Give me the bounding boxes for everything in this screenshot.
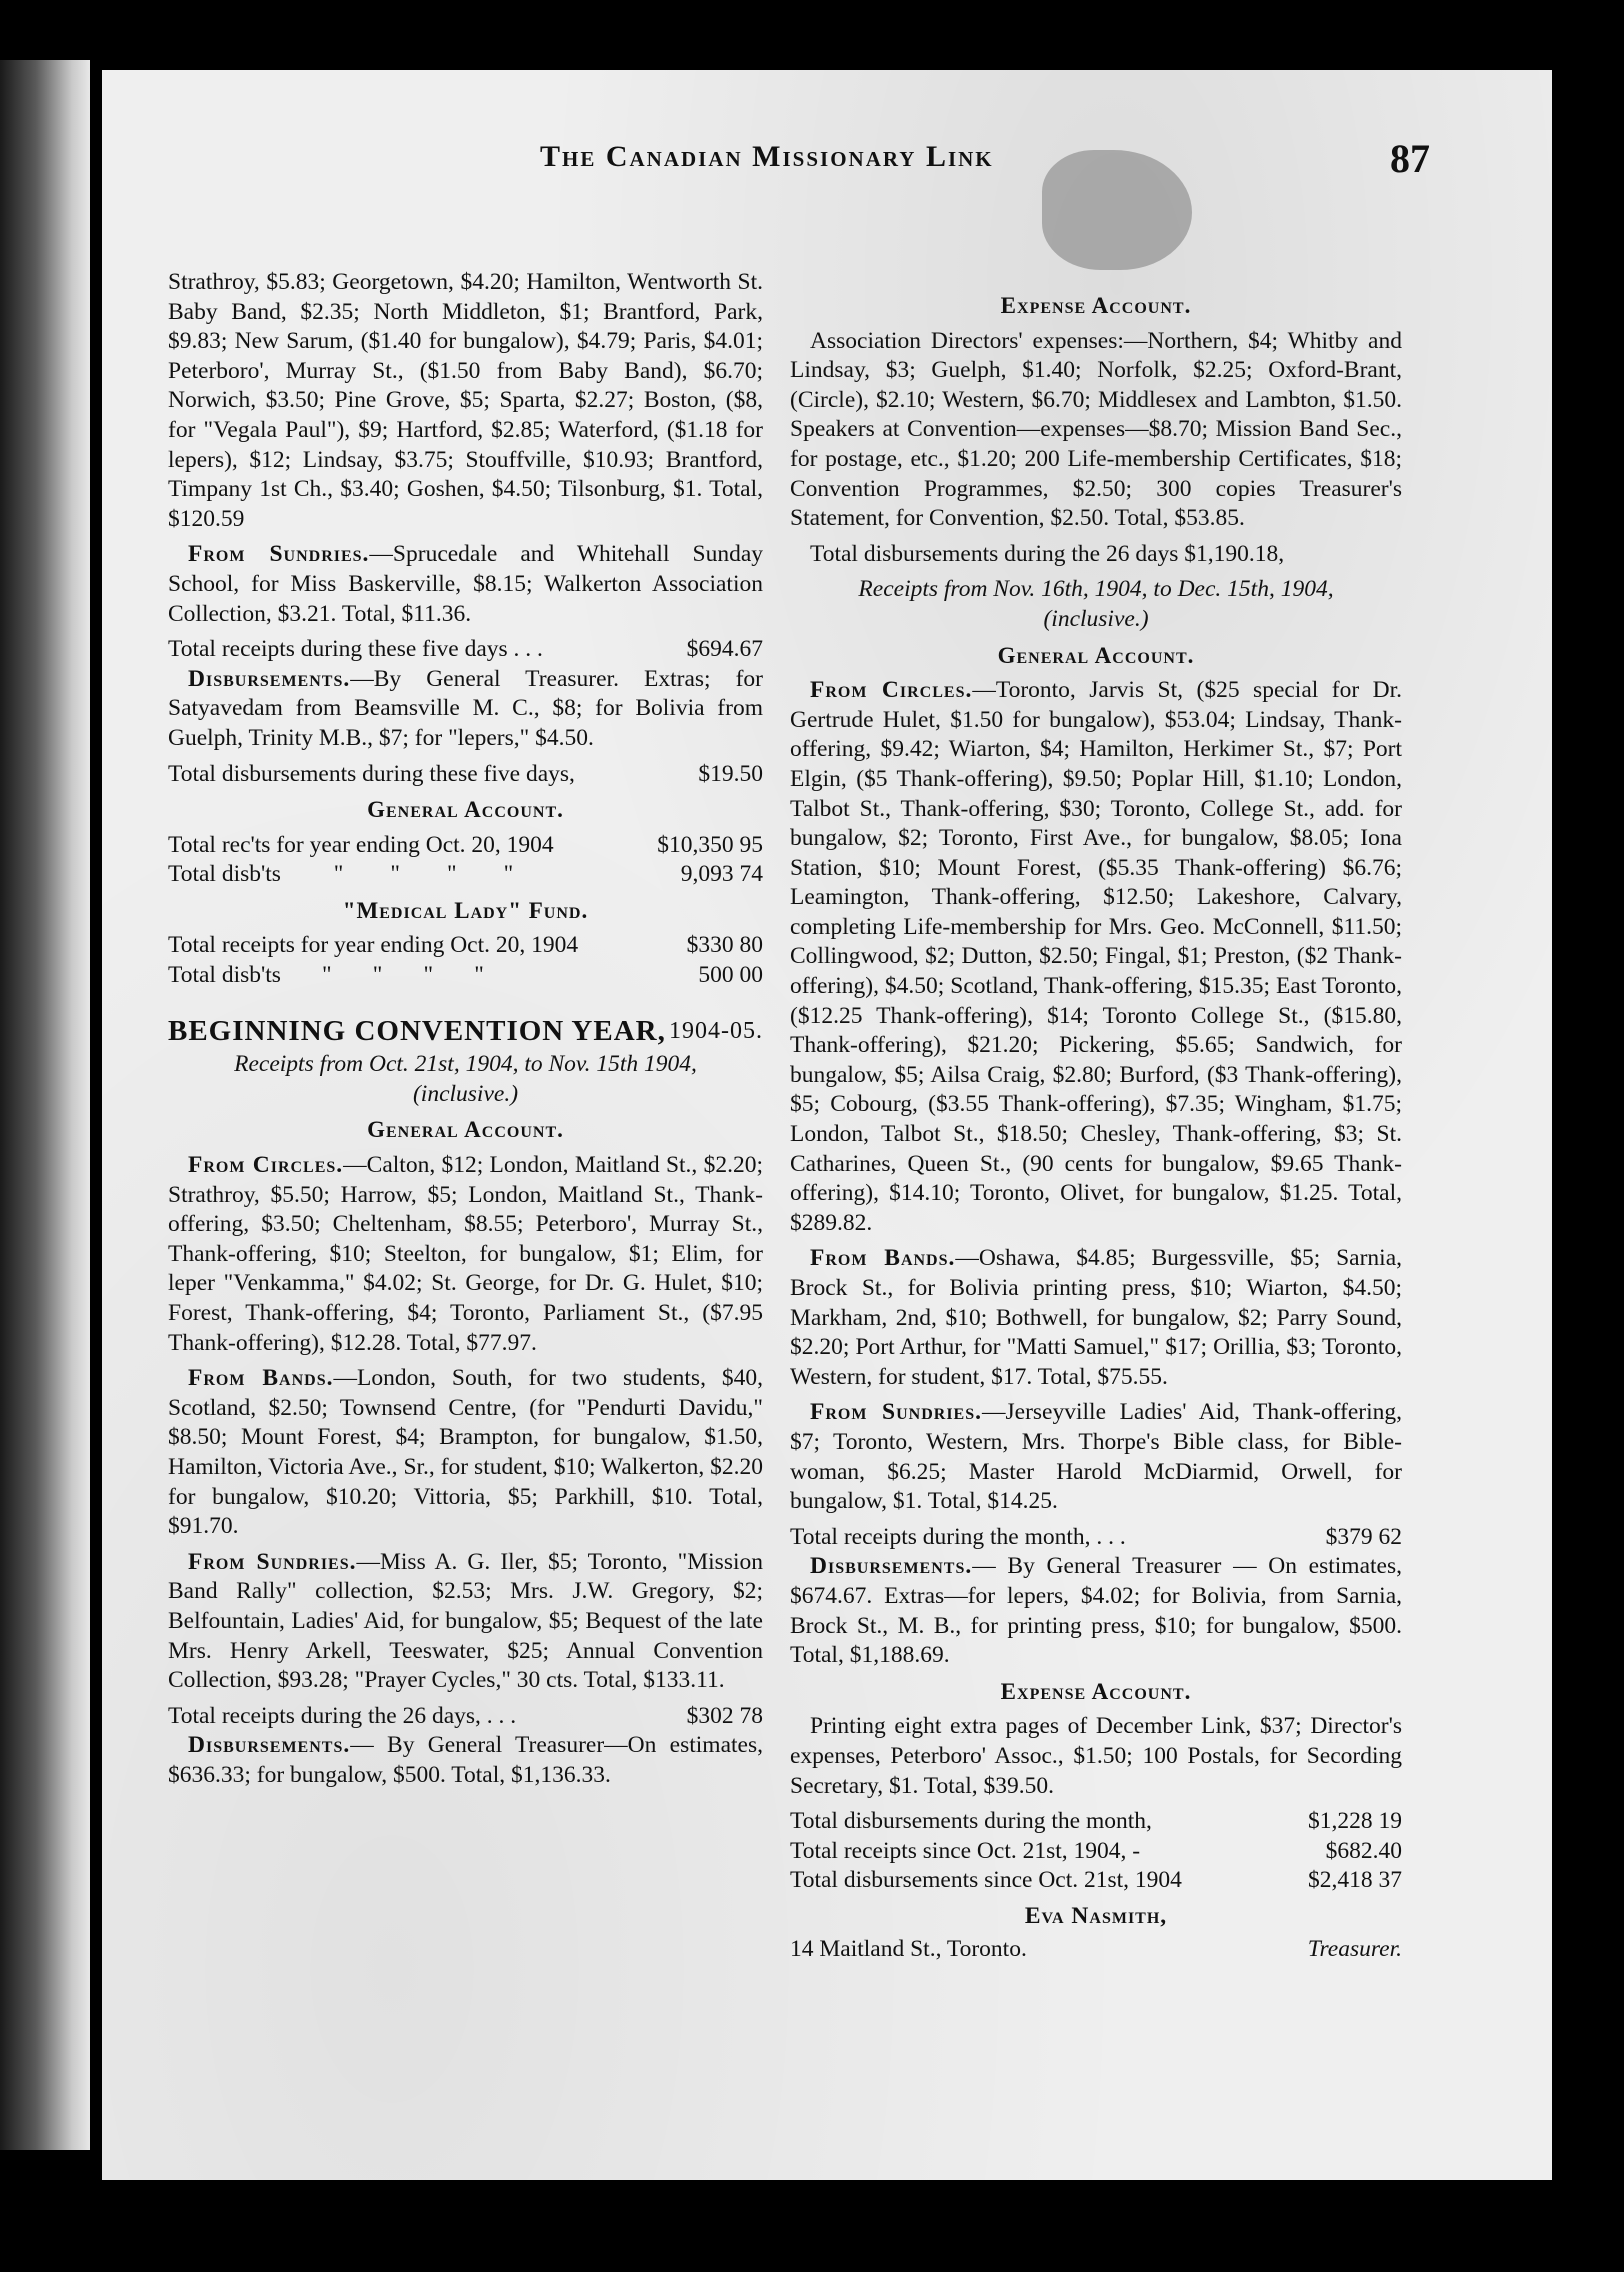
- paragraph-from-sundries: [790, 1398, 1402, 1516]
- section-text: — By General Treasurer—On estimates, $636.33; for bungalow, $500. Total, $1,136.33.: [168, 1732, 763, 1788]
- right-column: [790, 285, 1402, 1965]
- total-row: [168, 760, 763, 790]
- section-lead: Disbursements.: [188, 665, 351, 692]
- paragraph-receipts-list: Strathroy, $5.83; Georgetown, $4.20; Hamilton, Wentworth St. Baby Band, $2.35; North Middleton, $1; Brantford, Park, $9.83; New Sarum, ($1.40 for bungalow), $4.79; Paris, $4.01; Peterboro', Murray St., ($1.50 from Baby Band), $6.70; Norwich, $3.50; Pine Grove, $5; Sparta, $2.27; Boston, ($8, for "Vegala Paul"), $9; Hartford, $2.85; Waterford, ($1.18 for lepers), $12; Lindsay, $3.75; Stouffville, $10.93; Brantford, Timpany 1st Ch., $3.40; Goshen, $4.50; Tilsonburg, $1. Total, $120.59: [168, 269, 763, 532]
- heading-expense-account: Expense Account.: [1000, 1678, 1192, 1704]
- section-lead: From Circles.: [810, 677, 973, 704]
- paragraph-sundries-1: [168, 540, 763, 629]
- section-text: —Sprucedale and Whitehall Sunday School, for Miss Baskerville, $8.15; Walkerton Association Collection, $3.21. Total, $11.36.: [168, 541, 763, 627]
- heading-medical-lady-fund: "Medical Lady" Fund.: [342, 897, 589, 923]
- paragraph-disbursements: [790, 1552, 1402, 1670]
- paragraph-expenses: Association Directors' expenses:—Northern, $4; Whitby and Lindsay, $3; Guelph, $1.40; Norfolk, $2.25; Oxford-Brant, (Circle), $2.10; Western, $6.70; Middlesex and Lambton, $1.50. Speakers at Convention—expenses—$8.70; Mission Band Sec., for postage, etc., $1.20; 200 Life-membership Certificates, $18; Convention Programmes, $2.50; 300 copies Treasurer's Statement, for Convention, $2.50. Total, $53.85.: [790, 327, 1402, 532]
- total-label: Total disbursements during the month,: [790, 1808, 1152, 1835]
- total-value: $302 78: [686, 1702, 763, 1729]
- total-label: Total disb'ts " " " ": [168, 962, 484, 989]
- total-label: Total receipts during the 26 days, . . .: [168, 1702, 517, 1729]
- total-row: [168, 1702, 763, 1732]
- section-text: —Oshawa, $4.85; Burgessville, $5; Sarnia, Brock St., for Bolivia printing press, $10; Wiarton, $4.50; Markham, 2nd, $10; Bothwell, for bungalow, $2; Parry Sound, $2.20; Port Arthur, for "Matti Samuel," $17; Orillia, $3; Toronto, Western, for student, $17. Total, $75.55.: [790, 1245, 1402, 1390]
- heading-general-account: General Account.: [367, 797, 564, 823]
- heading-title: BEGINNING CONVENTION YEAR,: [168, 1014, 666, 1047]
- section-lead: Disbursements.: [188, 1732, 351, 1759]
- total-label: Total receipts since Oct. 21st, 1904, -: [790, 1837, 1141, 1864]
- total-row: [790, 1866, 1402, 1896]
- section-lead: Disbursements.: [810, 1553, 973, 1580]
- facing-page-edge: [0, 60, 90, 2150]
- book-spine: [90, 0, 102, 2272]
- paragraph-from-sundries: [168, 1548, 763, 1696]
- total-value: $694.67: [686, 636, 763, 663]
- section-text: —London, South, for two students, $40, Scotland, $2.50; Townsend Centre, (for "Pendurti Davidu," $8.50; Mount Forest, $4; Brampton, for bungalow, $1.50, Hamilton, Victoria Ave., Sr., for student, $10; Walkerton, $2.20 for bungalow, $10.20; Vittoria, $5; Parkhill, $10. Total, $91.70.: [168, 1365, 763, 1540]
- section-lead: From Sundries.: [188, 1548, 357, 1575]
- total-label: Total receipts during the month, . . .: [790, 1523, 1126, 1550]
- total-row: [790, 1807, 1402, 1837]
- total-label: Total disbursements since Oct. 21st, 1904: [790, 1867, 1182, 1894]
- total-value: $330 80: [686, 932, 763, 959]
- total-label: Total receipts for year ending Oct. 20, 1904: [168, 932, 579, 959]
- paragraph-from-bands: [790, 1244, 1402, 1392]
- total-row: [790, 1523, 1402, 1553]
- total-row: [168, 860, 763, 890]
- paragraph-disbursements-1: [168, 665, 763, 754]
- section-lead: From Sundries.: [810, 1399, 982, 1426]
- total-value: 500 00: [698, 962, 763, 989]
- total-label: Total receipts during these five days . . .: [168, 636, 543, 663]
- heading-beginning-convention-year: [168, 1014, 763, 1047]
- receipts-period: [790, 575, 1402, 634]
- signatory-name: Eva Nasmith,: [1024, 1902, 1168, 1929]
- signature-line: [790, 1935, 1402, 1965]
- section-lead: From Bands.: [810, 1245, 956, 1272]
- section-text: — By General Treasurer — On estimates, $674.67. Extras—for lepers, $4.02; for Bolivia, from Sarnia, Brock St., M. B., for printing press, $10; for bungalow, $500. Total, $1,188.69.: [790, 1553, 1402, 1669]
- left-column: [168, 268, 763, 1797]
- total-row: [168, 831, 763, 861]
- total-label: Total disbursements during these five days,: [168, 760, 575, 787]
- section-text: —Toronto, Jarvis St, ($25 special for Dr. Gertrude Hulet, $1.50 for bungalow), $53.04; Lindsay, Thank-offering, $9.42; Wiarton, $4; Hamilton, Herkimer St., $7; Port Elgin, ($5 Thank-offering), $9.50; Poplar Hill, $1.10; London, Talbot St., Thank-offering, $30; Toronto, College St., add. for bungalow, $2; Toronto, First Ave., for bungalow, $8.05; Iona Station, $10; Mount Forest, ($5.35 Thank-offering) $6.76; Leamington, Thank-offering, $12.50; Lakeshore, Calvary, completing Life-membership for Mrs. Geo. McConnell, $11.50; Collingwood, $2; Dutton, $2.50; Fingal, $1; Preston, ($2 Thank-offering), $4.50; Scotland, Thank-offering, $15.35; East Toronto, ($12.25 Thank-offering), $14; Toronto College St., ($15.80, Thank-offering), $21.20; Pickering, $5.65; Sandwich, for bungalow, $5; Ailsa Craig, $2.80; Burford, ($3 Thank-offering), $5; Cobourg, ($3.55 Thank-offering), $7.35; Wingham, $1.75; London, Talbot St., $18.50; Chesley, Thank-offering, $3; St. Catharines, Queen St., (90 cents for bungalow, $9.65 Thank-offering), $14.10; Toronto, Olivet, for bungalow, $1.25. Total, $289.82.: [790, 677, 1402, 1236]
- heading-general-account: General Account.: [367, 1117, 564, 1143]
- paragraph-from-circles: [168, 1151, 763, 1358]
- section-text: —Jerseyville Ladies' Aid, Thank-offering, $7; Toronto, Western, Mrs. Thorpe's Bible class, for Bible-woman, $6.25; Master Harold McDiarmid, Orwell, for bungalow, $1. Total, $14.25.: [790, 1399, 1402, 1515]
- period-line: Receipts from Oct. 21st, 1904, to Nov. 15th 1904,: [234, 1051, 697, 1078]
- period-inclusive: (inclusive.): [1043, 605, 1149, 632]
- heading-year: 1904-05.: [669, 1017, 763, 1044]
- section-lead: From Sundries.: [188, 541, 370, 568]
- paragraph-from-bands: [168, 1364, 763, 1542]
- total-value: $682.40: [1325, 1837, 1402, 1864]
- period-inclusive: (inclusive.): [412, 1080, 519, 1107]
- section-lead: From Circles.: [188, 1152, 344, 1179]
- address: 14 Maitland St., Toronto.: [790, 1936, 1027, 1963]
- total-row: [168, 635, 763, 665]
- total-label: Total rec'ts for year ending Oct. 20, 1904: [168, 831, 554, 858]
- total-label: Total disb'ts " " " ": [168, 861, 514, 888]
- total-value: $379 62: [1325, 1523, 1402, 1550]
- period-line: Receipts from Nov. 16th, 1904, to Dec. 15th, 1904,: [858, 576, 1334, 603]
- section-text: —Calton, $12; London, Maitland St., $2.20; Strathroy, $5.50; Harrow, $5; London, Maitland St., Thank-offering, $3.50; Cheltenham, $8.55; Peterboro', Murray St., Thank-offering, $10; Steelton, for bungalow, $1; Elim, for leper "Venkamma," $4.02; St. George, for Dr. G. Hulet, $10; Forest, Thank-offering, $4; Toronto, Parliament St., ($7.95 Thank-offering), $12.28. Total, $77.97.: [168, 1152, 763, 1356]
- total-value: 9,093 74: [680, 861, 763, 888]
- total-value: $10,350 95: [657, 831, 763, 858]
- paragraph-expenses: Printing eight extra pages of December Link, $37; Director's expenses, Peterboro' Assoc., $1.50; 100 Postals, for Secording Secretary, $1. Total, $39.50.: [790, 1713, 1402, 1799]
- running-title: The Canadian Missionary Link: [540, 140, 994, 173]
- total-row: [168, 931, 763, 961]
- page-number: 87: [1390, 136, 1430, 181]
- total-disbursements-26-days: Total disbursements during the 26 days $1,190.18,: [810, 540, 1285, 567]
- section-lead: From Bands.: [188, 1365, 334, 1392]
- total-value: $2,418 37: [1308, 1867, 1402, 1894]
- receipts-period: [168, 1050, 763, 1109]
- heading-general-account: General Account.: [997, 642, 1195, 668]
- paragraph-disbursements-2: [168, 1731, 763, 1790]
- total-value: $1,228 19: [1308, 1808, 1402, 1835]
- total-value: $19.50: [698, 760, 763, 787]
- total-row: [790, 1837, 1402, 1867]
- section-text: —By General Treasurer. Extras; for Satyavedam from Beamsville M. C., $8; for Bolivia from Guelph, Trinity M.B., $7; for "lepers," $4.50.: [168, 665, 763, 751]
- paragraph-from-circles: [790, 676, 1402, 1238]
- section-text: —Miss A. G. Iler, $5; Toronto, "Mission Band Rally" collection, $2.53; Mrs. J.W. Gregory, $2; Belfountain, Ladies' Aid, for bungalow, $5; Bequest of the late Mrs. Henry Arkell, Teeswater, $25; Annual Convention Collection, $93.28; "Prayer Cycles," 30 cts. Total, $133.11.: [168, 1548, 763, 1694]
- heading-expense-account: Expense Account.: [1000, 293, 1192, 318]
- signatory-title: Treasurer.: [1307, 1936, 1402, 1963]
- total-row: [168, 961, 763, 991]
